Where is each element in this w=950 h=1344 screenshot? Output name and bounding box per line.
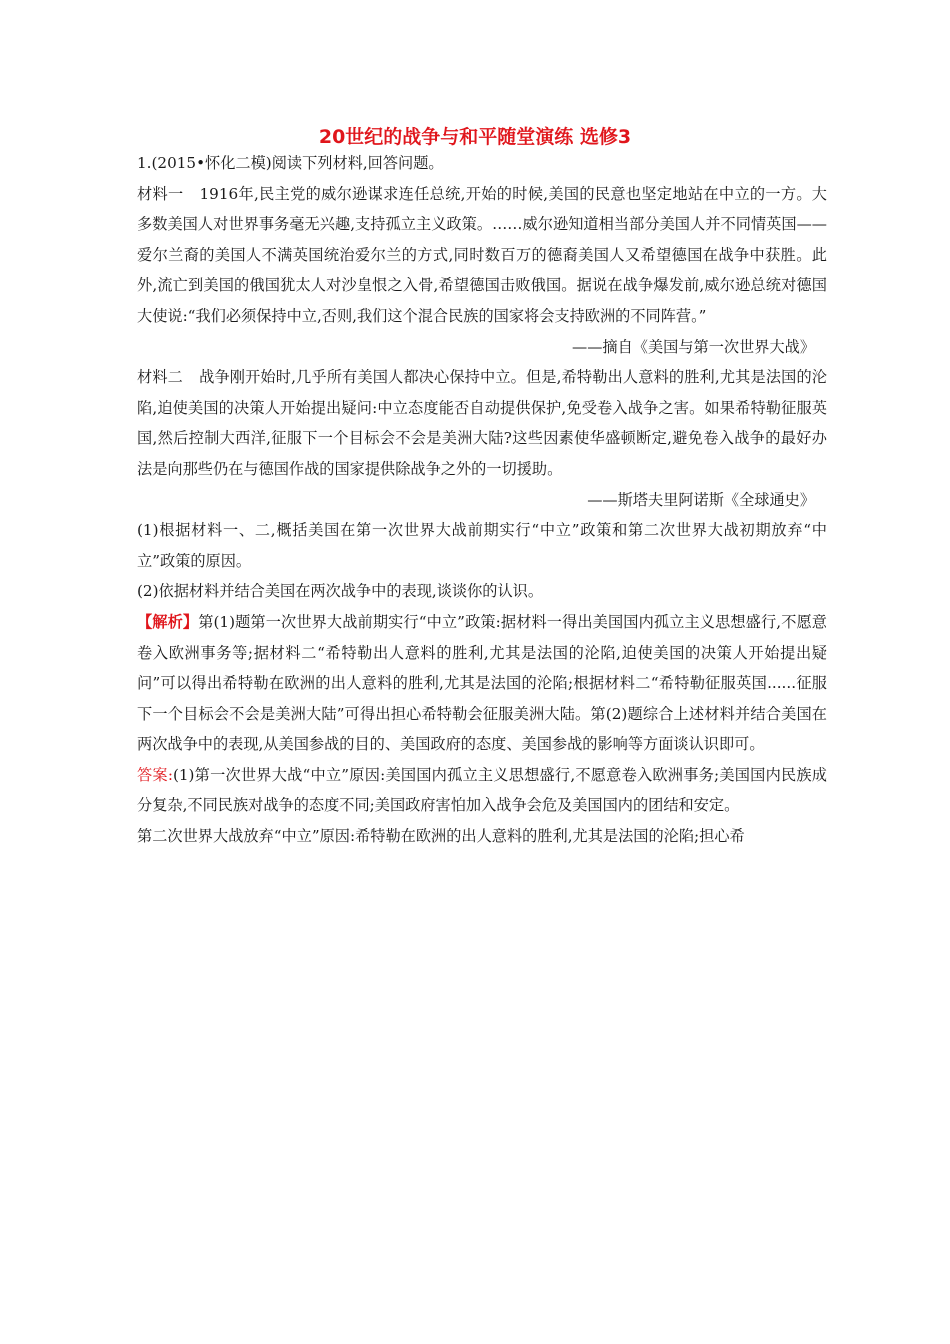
document-body [137,148,827,852]
sub-question-2: (2)依据材料并结合美国在两次战争中的表现,谈谈你的认识。 [137,582,544,601]
document-title: 20世纪的战争与和平随堂演练 选修3 [318,126,632,148]
analysis-paragraph [137,607,827,760]
material-one-label: 材料一 [137,184,184,203]
analysis-text: 第(1)题第一次世界大战前期实行“中立”政策:据材料一得出美国国内孤立主义思想盛行,不愿意卷入欧洲事务等;据材料二“希特勒出人意料的胜利,尤其是法国的沦陷,迫使美国的决策人开始提出疑问”可以得出希特勒在欧洲的出人意料的胜利,尤其是法国的沦陷;根据材料二“希特勒征服英国......征服下一个目标会不会是美洲大陆”可得出担心希特勒会征服美洲大陆。第(2)题综合上述材料并结合美国在两次战争中的表现,从美国参战的目的、美国政府的态度、美国参战的影响等方面谈认识即可。 [137,612,827,754]
question-header: 1.(2015•怀化二模)阅读下列材料,回答问题。 [137,154,444,172]
answer-paragraph-2: 第二次世界大战放弃“中立”原因:希特勒在欧洲的出人意料的胜利,尤其是法国的沦陷;担心希 [137,827,745,846]
material-one [137,179,827,332]
answer-label: 答案: [137,765,173,784]
answer-paragraph [137,760,827,821]
answer-text: (1)第一次世界大战“中立”原因:美国国内孤立主义思想盛行,不愿意卷入欧洲事务;美国国内民族成分复杂,不同民族对战争的态度不同;美国政府害怕加入战争会危及美国国内的团结和安定。 [137,765,827,815]
analysis-label: 【解析】 [137,612,199,631]
material-two-source: ——斯塔夫里阿诺斯《全球通史》 [587,490,815,509]
material-two-text: 战争刚开始时,几乎所有美国人都决心保持中立。但是,希特勒出人意料的胜利,尤其是法国的沦陷,迫使美国的决策人开始提出疑问:中立态度能否自动提供保护,免受卷入战争之害。如果希特勒征服英国,然后控制大西洋,征服下一个目标会不会是美洲大陆?这些因素使华盛顿断定,避免卷入战争的最好办法是向那些仍在与德国作战的国家提供除战争之外的一切援助。 [137,368,827,478]
sub-question-1: (1)根据材料一、二,概括美国在第一次世界大战前期实行“中立”政策和第二次世界大战初期放弃“中立”政策的原因。 [137,521,827,570]
material-two [137,362,827,484]
material-two-label: 材料二 [137,368,183,387]
material-one-text: 1916年,民主党的威尔逊谋求连任总统,开始的时候,美国的民意也坚定地站在中立的一方。大多数美国人对世界事务毫无兴趣,支持孤立主义政策。……威尔逊知道相当部分美国人并不同情英国——爱尔兰裔的美国人不满英国统治爱尔兰的方式,同时数百万的德裔美国人又希望德国在战争中获胜。此外,流亡到美国的俄国犹太人对沙皇恨之入骨,希望德国击败俄国。据说在战争爆发前,威尔逊总统对德国大使说:“我们必须保持中立,否则,我们这个混合民族的国家将会支持欧洲的不同阵营。” [137,184,827,325]
material-one-source: ——摘自《美国与第一次世界大战》 [572,337,815,356]
